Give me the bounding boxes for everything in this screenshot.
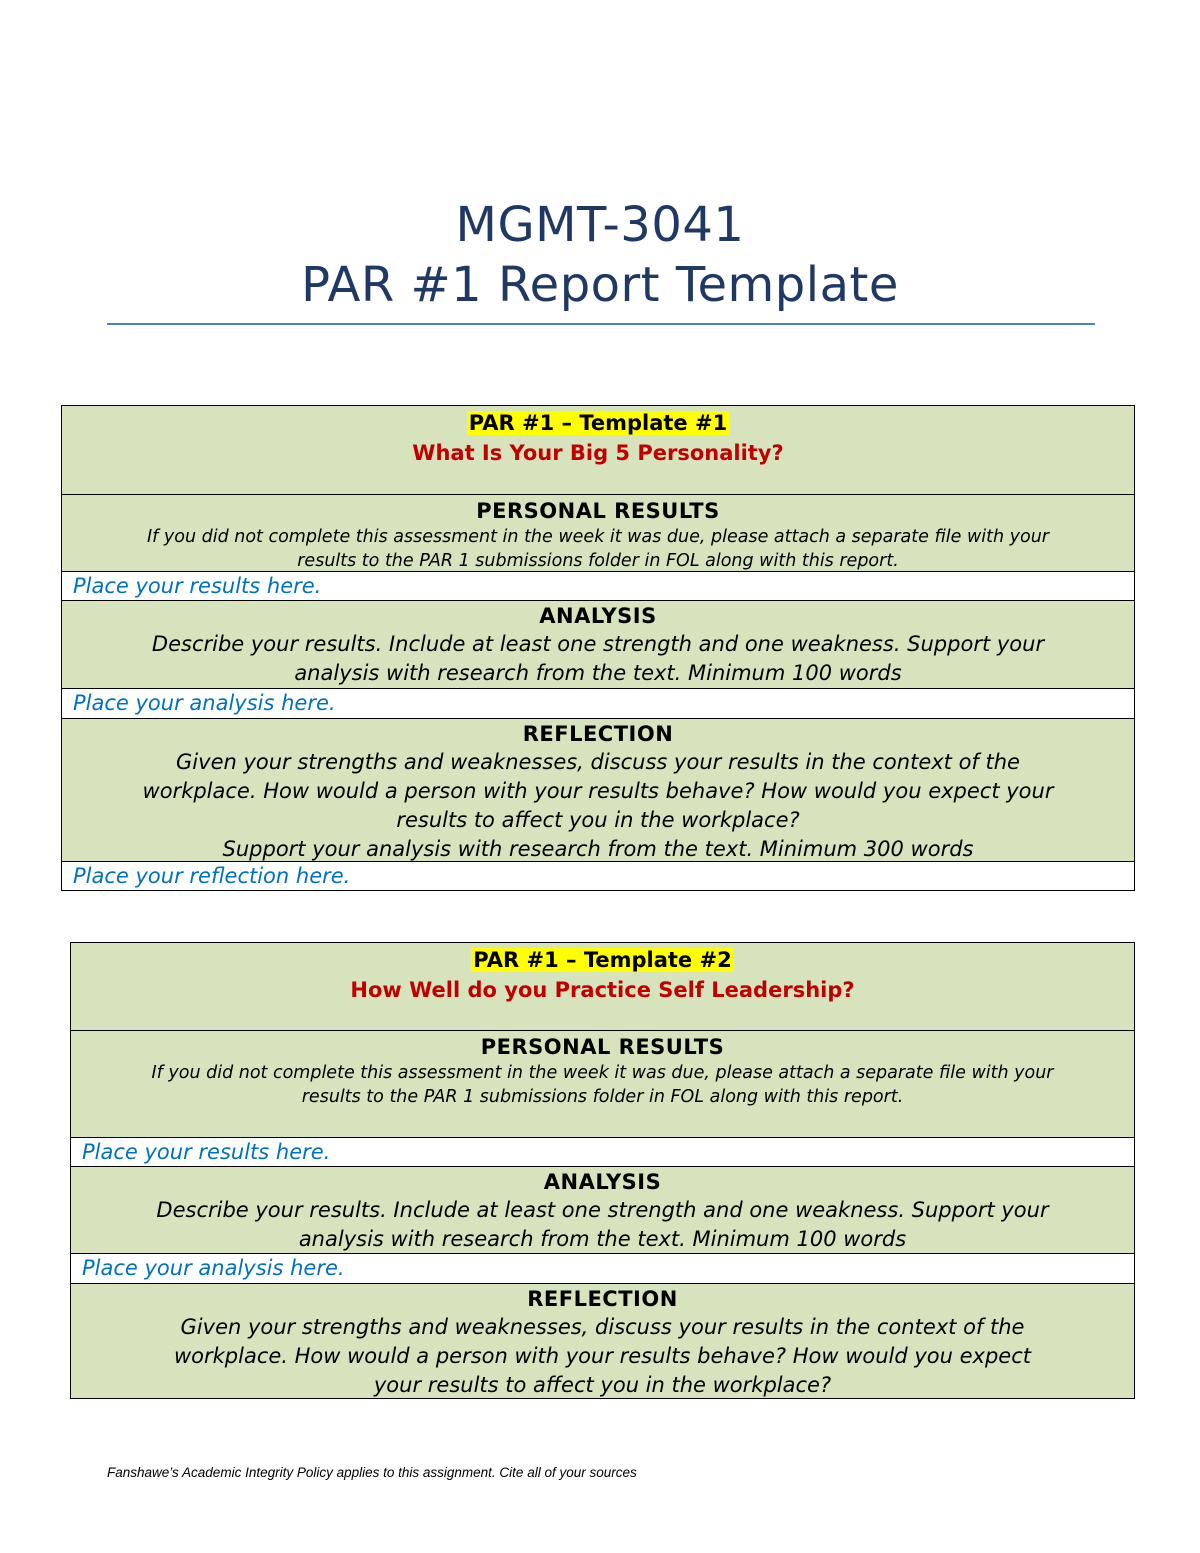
template-1-subtitle: What Is Your Big 5 Personality? xyxy=(412,441,784,465)
template-1-results-note-2: results to the PAR 1 submissions folder in FOL along with this report. xyxy=(297,551,899,571)
template-2-analysis-input[interactable] xyxy=(71,1253,1134,1283)
template-2-reflection-line-2: workplace. How would a person with your results behave? How would you expect xyxy=(173,1344,1032,1368)
template-1-analysis-line-1: Describe your results. Include at least one strength and one weakness. Support your xyxy=(151,632,1045,656)
document-title xyxy=(0,195,1200,315)
template-2-header-cell xyxy=(71,943,1134,1030)
template-1-analysis-heading: ANALYSIS xyxy=(539,604,657,628)
template-2-analysis-line-1: Describe your results. Include at least one strength and one weakness. Support your xyxy=(156,1198,1049,1222)
page-footer: Fanshawe’s Academic Integrity Policy applies to this assignment. Cite all of your sources xyxy=(107,1465,637,1480)
template-2-reflection-cell xyxy=(71,1283,1134,1398)
template-1-reflection-line-2: workplace. How would a person with your results behave? How would you expect your xyxy=(142,779,1054,803)
template-2-reflection-line-1: Given your strengths and weaknesses, discuss your results in the context of the xyxy=(180,1315,1025,1339)
template-1-reflection-line-4: Support your analysis with research from the text. Minimum 300 words xyxy=(222,837,974,861)
template-1-reflection-placeholder: Place your reflection here. xyxy=(73,864,351,888)
template-1-reflection-line-1: Given your strengths and weaknesses, discuss your results in the context of the xyxy=(176,750,1020,774)
template-2-subtitle: How Well do you Practice Self Leadership? xyxy=(350,978,855,1002)
template-1-reflection-input[interactable] xyxy=(62,861,1134,890)
template-1-reflection-line-3: results to affect you in the workplace? xyxy=(396,808,800,832)
template-1-table xyxy=(61,405,1135,891)
template-2-analysis-placeholder: Place your analysis here. xyxy=(82,1256,345,1280)
template-1-analysis-cell xyxy=(62,600,1134,688)
template-2-analysis-heading: ANALYSIS xyxy=(543,1170,662,1194)
template-1-reflection-cell xyxy=(62,718,1134,861)
template-2-reflection-heading: REFLECTION xyxy=(527,1287,678,1311)
template-1-header-cell xyxy=(62,406,1134,494)
template-1-analysis-placeholder: Place your analysis here. xyxy=(73,691,336,715)
template-1-results-placeholder: Place your results here. xyxy=(73,574,322,598)
template-1-results-note-1: If you did not complete this assessment in the week it was due, please attach a separate file with your xyxy=(147,527,1049,547)
template-2-results-input[interactable] xyxy=(71,1137,1134,1166)
template-2-results-note-1: If you did not complete this assessment in the week it was due, please attach a separate file with your xyxy=(151,1063,1054,1083)
template-2-results-placeholder: Place your results here. xyxy=(82,1140,331,1164)
template-2-table xyxy=(70,942,1135,1399)
template-2-results-note-2: results to the PAR 1 submissions folder in FOL along with this report. xyxy=(301,1087,904,1107)
template-2-analysis-line-2: analysis with research from the text. Minimum 100 words xyxy=(298,1227,907,1251)
course-code: MGMT-3041 xyxy=(455,197,745,253)
template-1-analysis-input[interactable] xyxy=(62,688,1134,718)
template-2-results-cell xyxy=(71,1030,1134,1137)
template-1-reflection-heading: REFLECTION xyxy=(522,722,674,746)
template-2-reflection-line-3: your results to affect you in the workplace? xyxy=(373,1373,832,1397)
template-2-results-heading: PERSONAL RESULTS xyxy=(480,1035,725,1059)
template-1-results-heading: PERSONAL RESULTS xyxy=(476,499,720,523)
template-2-label: PAR #1 – Template #2 xyxy=(473,948,732,972)
title-divider xyxy=(107,323,1095,325)
template-1-results-cell xyxy=(62,494,1134,571)
template-2-analysis-cell xyxy=(71,1166,1134,1253)
template-1-results-input[interactable] xyxy=(62,571,1134,600)
template-1-label: PAR #1 – Template #1 xyxy=(468,411,728,435)
report-title: PAR #1 Report Template xyxy=(301,257,899,313)
template-1-analysis-line-2: analysis with research from the text. Minimum 100 words xyxy=(294,661,902,685)
